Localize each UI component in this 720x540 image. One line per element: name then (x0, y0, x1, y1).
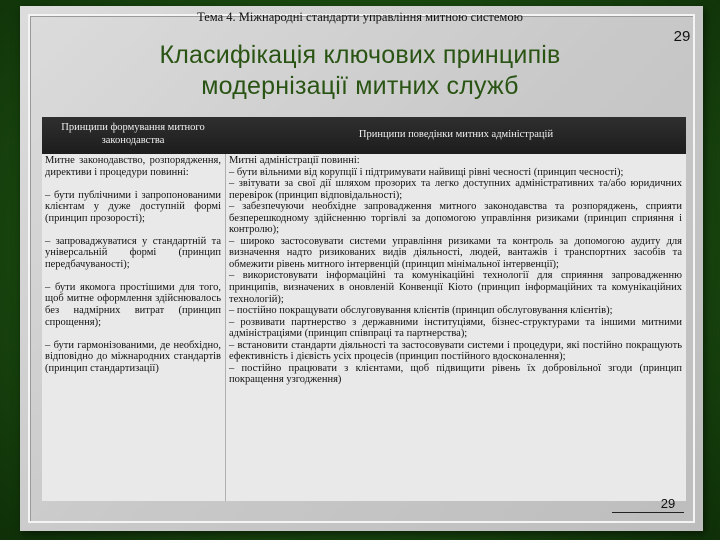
title-line-2: модернізації митних служб (201, 72, 519, 100)
slide-title (60, 40, 660, 102)
column-header-administrations: Принципи поведінки митних адміністрацій (358, 129, 554, 140)
page-number-top: 29 (673, 28, 691, 45)
administrations-item: – постійно працювати з клієнтами, щоб підвищити рівень їх добровільної згоди (принцип покращення узгодження) (229, 362, 682, 386)
footer-rule (612, 512, 684, 513)
administrations-item: – широко застосовувати системи управління ризиками та контроль за допомогою аудиту для визначення надто ризикованих видів діяльності, людей, вантажів і транспортних засобів та обмежити рівень митного інтервенцій (принцип мінімальної інтервенції); (229, 235, 682, 270)
administrations-item: – забезпечуючи необхідне запровадження митного законодавства та розпоряджень, сприяти безперешкодному здійсненню торгівлі за допомогою управління ризиками (принцип сприяння і контролю); (229, 201, 682, 236)
administrations-item: – використовувати інформаційні та комунікаційні технології для сприяння запровадженню принципів, визначених в оновленій Конвенції Кіото (принцип інформаційних та комунікаційних технологій); (229, 270, 682, 305)
legislation-item: – бути публічними і запропонованими клієнтам у дуже доступній формі (принцип прозорості); (45, 189, 221, 224)
administrations-column (229, 155, 682, 386)
topic-header: Тема 4. Міжнародні стандарти управління митною системою (197, 10, 523, 24)
legislation-intro: Митне законодавство, розпорядження, директиви і процедури повинні: (45, 155, 221, 178)
administrations-item: – постійно покращувати обслуговування клієнтів (принцип обслуговування клієнтів); (229, 305, 613, 317)
page-number-bottom: 29 (660, 496, 676, 511)
legislation-item: – запроваджуватися у стандартній та універсальній формі (принцип передбачуваності); (45, 235, 221, 270)
principles-table (42, 117, 686, 501)
table-header (42, 117, 686, 154)
administrations-item: – бути вільними від корупції і підтримувати найвищі рівні чесності (принцип чесності); (229, 166, 624, 178)
administrations-intro: Митні адміністрації повинні: (229, 155, 360, 166)
administrations-item: – звітувати за свої дії шляхом прозорих та легко доступних адміністративних та/або юридичних перевірок (принцип відповідальності); (229, 178, 682, 201)
legislation-item: – бути якомога простішими для того, щоб митне оформлення здійснювалось без надмірних витрат (принцип спрощення); (45, 281, 221, 328)
legislation-item: – бути гармонізованими, де необхідно, відповідно до міжнародних стандартів (принцип стандартизації) (45, 339, 221, 374)
legislation-column (45, 155, 221, 386)
column-divider (225, 154, 226, 501)
title-line-1: Класифікація ключових принципів (159, 41, 561, 69)
column-header-legislation: Принципи формування митного законодавства (61, 122, 205, 146)
administrations-item: – розвивати партнерство з державними інституціями, бізнес-структурами та іншими митними адміністраціями (принцип співпраці та партнерства); (229, 316, 682, 340)
administrations-item: – встановити стандарти діяльності та застосовувати системи і процедури, які постійно покращують ефективність і дієвість усіх процесів (принцип постійного вдосконалення); (229, 339, 682, 363)
